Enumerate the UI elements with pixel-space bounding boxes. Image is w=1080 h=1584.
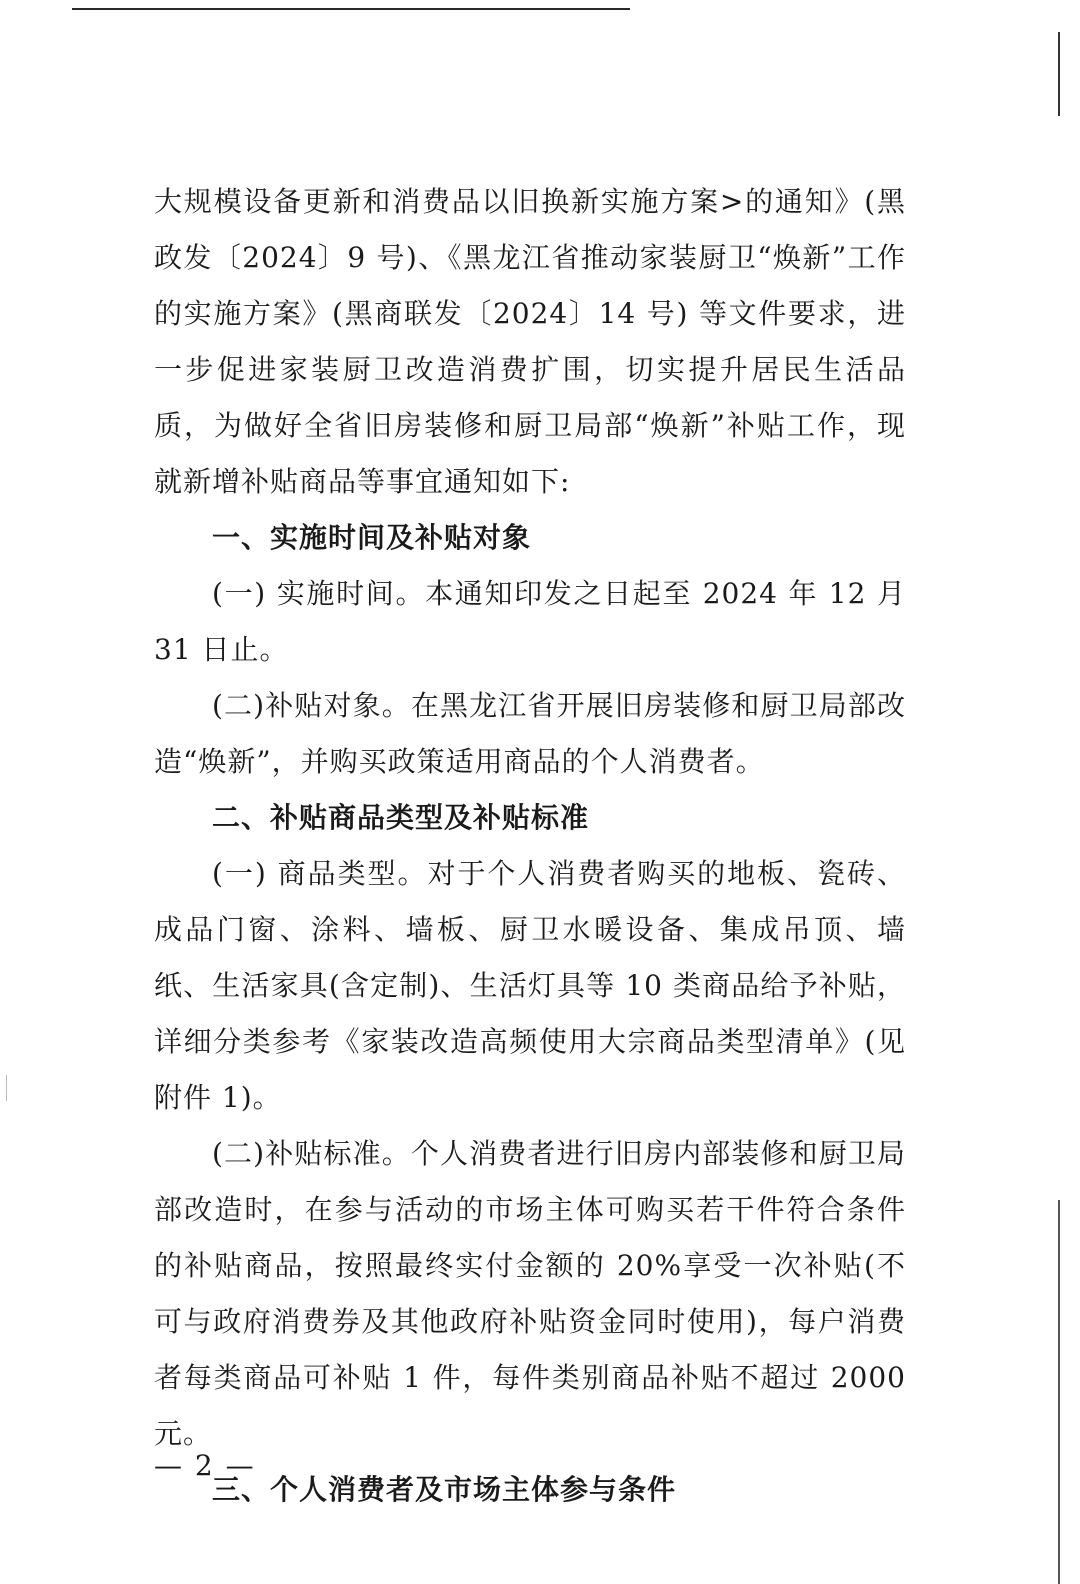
section-heading-2: 二、补贴商品类型及补贴标准 (212, 801, 590, 834)
product-types-paragraph: (一) 商品类型。对于个人消费者购买的地板、瓷砖、成品门窗、涂料、墙板、厨卫水暖设备、集成吊顶、墙纸、生活家具(含定制)、生活灯具等 10 类商品给予补贴，详细分类参考《家装改造高频使用大宗商品类型清单》(见附件 1)。 (154, 857, 906, 1114)
scan-edge-line-top (1058, 32, 1060, 116)
intro-continuation-paragraph: 大规模设备更新和消费品以旧换新实施方案>的通知》(黑政发〔2024〕9 号)、《黑龙江省推动家装厨卫“焕新”工作的实施方案》(黑商联发〔2024〕14 号) 等文件要求，进一步促进家装厨卫改造消费扩围，切实提升居民生活品质，为做好全省旧房装修和厨卫局部“焕新”补贴工作，现就新增补贴商品等事宜通知如下: (154, 185, 906, 498)
subsidy-target-paragraph: (二)补贴对象。在黑龙江省开展旧房装修和厨卫局部改造“焕新”，并购买政策适用商品的个人消费者。 (154, 689, 906, 778)
section-heading-1: 一、实施时间及补贴对象 (212, 521, 532, 554)
implementation-time-paragraph: (一) 实施时间。本通知印发之日起至 2024 年 12 月 31 日止。 (154, 577, 906, 666)
top-rule (72, 8, 630, 10)
subsidy-standard-paragraph: (二)补贴标准。个人消费者进行旧房内部装修和厨卫局部改造时，在参与活动的市场主体可购买若干件符合条件的补贴商品，按照最终实付金额的 20%享受一次补贴(不可与政府消费券及其他政府补贴资金同时使用)，每户消费者每类商品可补贴 1 件，每件类别商品补贴不超过 2000 元。 (154, 1137, 906, 1450)
scan-edge-line-bottom (1058, 1200, 1060, 1584)
section-heading-3: 三、个人消费者及市场主体参与条件 (212, 1473, 677, 1506)
document-body (154, 174, 906, 1518)
scan-edge-mark-left (6, 1075, 7, 1101)
page-number: — 2 — (154, 1449, 256, 1482)
